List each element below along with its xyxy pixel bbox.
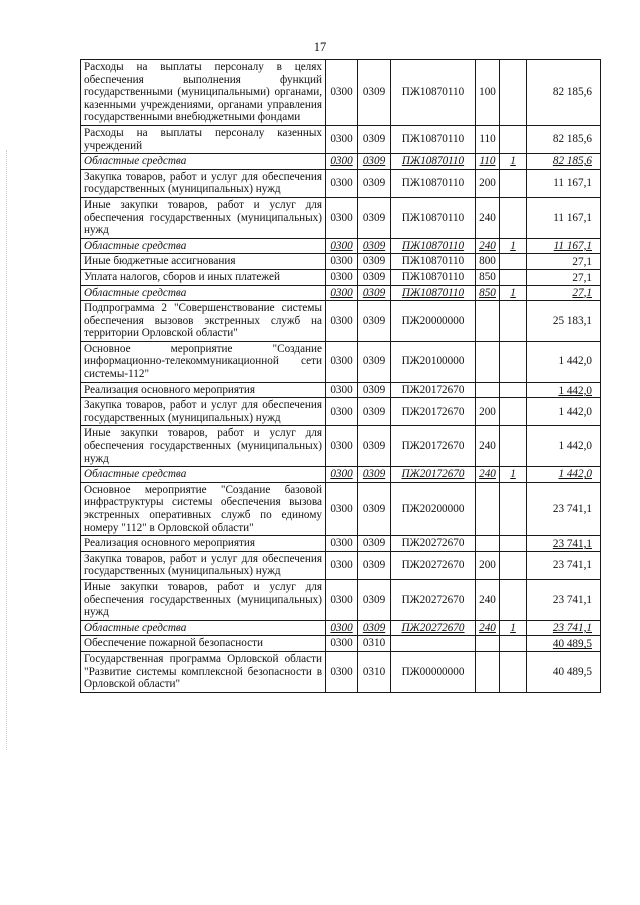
amount — [527, 536, 601, 552]
table-row — [81, 169, 601, 197]
amount: 82 185,6 — [527, 125, 601, 153]
row-name: Иные закупки товаров, работ и услуг для обеспечения государственных (муниципальных) нужд — [81, 197, 326, 238]
table-row — [81, 651, 601, 692]
target-article-code: ПЖ20100000 — [391, 341, 476, 382]
section-code: 0300 — [326, 197, 358, 238]
subsection-code: 0309 — [358, 398, 391, 426]
target-article-code: ПЖ20272670 — [391, 536, 476, 552]
expense-type-code: 850 — [476, 285, 500, 301]
table-row — [81, 341, 601, 382]
table-row — [81, 426, 601, 467]
section-code: 0300 — [326, 169, 358, 197]
amount — [527, 382, 601, 398]
section-code: 0300 — [326, 426, 358, 467]
amount-value: 40 489,5 — [552, 638, 592, 651]
expense-type-code: 110 — [476, 125, 500, 153]
table-row — [81, 301, 601, 342]
subsection-code: 0309 — [358, 269, 391, 285]
table-row — [81, 125, 601, 153]
amount: 27,1 — [527, 254, 601, 270]
subsection-code: 0309 — [358, 60, 391, 126]
section-code: 0300 — [326, 398, 358, 426]
row-name: Областные средства — [81, 467, 326, 483]
scan-margin-mark — [6, 150, 8, 750]
target-article-code: ПЖ10870110 — [391, 254, 476, 270]
funding-source-code — [500, 398, 527, 426]
funding-source-code: 1 — [500, 467, 527, 483]
row-name: Областные средства — [81, 620, 326, 636]
subsection-code: 0309 — [358, 536, 391, 552]
table-row — [81, 60, 601, 126]
target-article-code: ПЖ10870110 — [391, 269, 476, 285]
target-article-code: ПЖ10870110 — [391, 285, 476, 301]
row-name: Реализация основного мероприятия — [81, 382, 326, 398]
section-code: 0300 — [326, 551, 358, 579]
row-name: Закупка товаров, работ и услуг для обеспечения государственных (муниципальных) нужд — [81, 551, 326, 579]
section-code: 0300 — [326, 301, 358, 342]
amount: 82 185,6 — [527, 154, 601, 170]
expense-type-code: 100 — [476, 60, 500, 126]
expense-type-code — [476, 341, 500, 382]
subsection-code: 0310 — [358, 651, 391, 692]
target-article-code: ПЖ10870110 — [391, 169, 476, 197]
amount: 23 741,1 — [527, 620, 601, 636]
funding-source-code — [500, 269, 527, 285]
funding-source-code — [500, 254, 527, 270]
row-name: Закупка товаров, работ и услуг для обеспечения государственных (муниципальных) нужд — [81, 169, 326, 197]
table-row — [81, 551, 601, 579]
amount: 27,1 — [527, 285, 601, 301]
amount — [527, 636, 601, 652]
section-code: 0300 — [326, 536, 358, 552]
expense-type-code: 240 — [476, 238, 500, 254]
funding-source-code — [500, 169, 527, 197]
table-row — [81, 382, 601, 398]
table-row — [81, 620, 601, 636]
expense-type-code — [476, 482, 500, 535]
amount-value: 23 741,1 — [552, 538, 592, 551]
section-code: 0300 — [326, 467, 358, 483]
target-article-code: ПЖ20172670 — [391, 467, 476, 483]
row-name: Иные закупки товаров, работ и услуг для обеспечения государственных (муниципальных) нужд — [81, 579, 326, 620]
funding-source-code — [500, 551, 527, 579]
expense-type-code: 200 — [476, 169, 500, 197]
subsection-code: 0309 — [358, 197, 391, 238]
amount-value: 1 442,0 — [558, 384, 592, 397]
subsection-code: 0309 — [358, 551, 391, 579]
expense-type-code: 200 — [476, 551, 500, 579]
table-row — [81, 197, 601, 238]
row-name: Подпрограмма 2 "Совершенствование системы обеспечения вызовов экстренных служб на территории Орловской области" — [81, 301, 326, 342]
amount: 1 442,0 — [527, 398, 601, 426]
table-row — [81, 536, 601, 552]
amount: 1 442,0 — [527, 341, 601, 382]
subsection-code: 0309 — [358, 426, 391, 467]
amount: 11 167,1 — [527, 238, 601, 254]
funding-source-code — [500, 197, 527, 238]
funding-source-code — [500, 482, 527, 535]
target-article-code: ПЖ10870110 — [391, 60, 476, 126]
subsection-code: 0309 — [358, 154, 391, 170]
table-row — [81, 254, 601, 270]
expense-type-code — [476, 536, 500, 552]
section-code: 0300 — [326, 620, 358, 636]
expense-type-code: 240 — [476, 467, 500, 483]
row-name: Областные средства — [81, 154, 326, 170]
funding-source-code — [500, 426, 527, 467]
expense-type-code: 240 — [476, 197, 500, 238]
row-name: Обеспечение пожарной безопасности — [81, 636, 326, 652]
subsection-code: 0309 — [358, 467, 391, 483]
target-article-code: ПЖ10870110 — [391, 197, 476, 238]
funding-source-code — [500, 636, 527, 652]
subsection-code: 0309 — [358, 341, 391, 382]
expense-type-code: 240 — [476, 579, 500, 620]
row-name: Уплата налогов, сборов и иных платежей — [81, 269, 326, 285]
section-code: 0300 — [326, 636, 358, 652]
row-name: Реализация основного мероприятия — [81, 536, 326, 552]
target-article-code: ПЖ20272670 — [391, 620, 476, 636]
subsection-code: 0309 — [358, 579, 391, 620]
amount: 25 183,1 — [527, 301, 601, 342]
expense-type-code — [476, 382, 500, 398]
table-row — [81, 285, 601, 301]
table-row — [81, 238, 601, 254]
section-code: 0300 — [326, 651, 358, 692]
expense-type-code: 240 — [476, 620, 500, 636]
target-article-code: ПЖ20172670 — [391, 398, 476, 426]
row-name: Расходы на выплаты персоналу казенных учреждений — [81, 125, 326, 153]
table-row — [81, 269, 601, 285]
subsection-code: 0309 — [358, 238, 391, 254]
expense-type-code — [476, 651, 500, 692]
funding-source-code: 1 — [500, 620, 527, 636]
subsection-code: 0310 — [358, 636, 391, 652]
amount: 40 489,5 — [527, 651, 601, 692]
subsection-code: 0309 — [358, 254, 391, 270]
row-name: Основное мероприятие "Создание базовой инфраструктуры системы обеспечения вызова экстренных оперативных служб по единому номеру "112" в Орловской области" — [81, 482, 326, 535]
row-name: Расходы на выплаты персоналу в целях обеспечения выполнения функций государственными (муниципальными) органами, казенными учреждениями, органами управления государственными внебюджетными фондами — [81, 60, 326, 126]
table-row — [81, 398, 601, 426]
amount: 82 185,6 — [527, 60, 601, 126]
funding-source-code — [500, 125, 527, 153]
funding-source-code: 1 — [500, 285, 527, 301]
row-name: Основное мероприятие "Создание информационно-телекоммуникационной сети системы-112" — [81, 341, 326, 382]
section-code: 0300 — [326, 254, 358, 270]
funding-source-code — [500, 536, 527, 552]
subsection-code: 0309 — [358, 169, 391, 197]
section-code: 0300 — [326, 238, 358, 254]
target-article-code: ПЖ20172670 — [391, 382, 476, 398]
target-article-code — [391, 636, 476, 652]
subsection-code: 0309 — [358, 482, 391, 535]
table-row — [81, 154, 601, 170]
section-code: 0300 — [326, 382, 358, 398]
section-code: 0300 — [326, 125, 358, 153]
funding-source-code — [500, 301, 527, 342]
row-name: Иные бюджетные ассигнования — [81, 254, 326, 270]
section-code: 0300 — [326, 341, 358, 382]
expense-type-code: 850 — [476, 269, 500, 285]
section-code: 0300 — [326, 60, 358, 126]
target-article-code: ПЖ20172670 — [391, 426, 476, 467]
target-article-code: ПЖ10870110 — [391, 125, 476, 153]
target-article-code: ПЖ10870110 — [391, 238, 476, 254]
amount: 11 167,1 — [527, 169, 601, 197]
expense-type-code — [476, 636, 500, 652]
row-name: Областные средства — [81, 285, 326, 301]
expense-type-code — [476, 301, 500, 342]
section-code: 0300 — [326, 482, 358, 535]
subsection-code: 0309 — [358, 285, 391, 301]
table-row — [81, 579, 601, 620]
row-name: Закупка товаров, работ и услуг для обеспечения государственных (муниципальных) нужд — [81, 398, 326, 426]
target-article-code: ПЖ20000000 — [391, 301, 476, 342]
amount: 1 442,0 — [527, 426, 601, 467]
funding-source-code — [500, 579, 527, 620]
subsection-code: 0309 — [358, 125, 391, 153]
budget-table — [80, 59, 601, 693]
section-code: 0300 — [326, 285, 358, 301]
row-name: Областные средства — [81, 238, 326, 254]
section-code: 0300 — [326, 269, 358, 285]
target-article-code: ПЖ20272670 — [391, 551, 476, 579]
subsection-code: 0309 — [358, 301, 391, 342]
funding-source-code — [500, 341, 527, 382]
funding-source-code — [500, 60, 527, 126]
subsection-code: 0309 — [358, 620, 391, 636]
table-row — [81, 467, 601, 483]
amount: 11 167,1 — [527, 197, 601, 238]
amount: 23 741,1 — [527, 579, 601, 620]
expense-type-code: 240 — [476, 426, 500, 467]
table-row — [81, 636, 601, 652]
amount: 23 741,1 — [527, 482, 601, 535]
funding-source-code: 1 — [500, 238, 527, 254]
target-article-code: ПЖ20200000 — [391, 482, 476, 535]
target-article-code: ПЖ00000000 — [391, 651, 476, 692]
row-name: Государственная программа Орловской области "Развитие системы комплексной безопасности в Орловской области" — [81, 651, 326, 692]
amount: 1 442,0 — [527, 467, 601, 483]
section-code: 0300 — [326, 154, 358, 170]
funding-source-code: 1 — [500, 154, 527, 170]
target-article-code: ПЖ10870110 — [391, 154, 476, 170]
amount: 23 741,1 — [527, 551, 601, 579]
expense-type-code: 110 — [476, 154, 500, 170]
subsection-code: 0309 — [358, 382, 391, 398]
row-name: Иные закупки товаров, работ и услуг для обеспечения государственных (муниципальных) нужд — [81, 426, 326, 467]
page-number: 17 — [313, 40, 327, 54]
expense-type-code: 200 — [476, 398, 500, 426]
expense-type-code: 800 — [476, 254, 500, 270]
section-code: 0300 — [326, 579, 358, 620]
table-row — [81, 482, 601, 535]
funding-source-code — [500, 382, 527, 398]
funding-source-code — [500, 651, 527, 692]
target-article-code: ПЖ20272670 — [391, 579, 476, 620]
amount: 27,1 — [527, 269, 601, 285]
